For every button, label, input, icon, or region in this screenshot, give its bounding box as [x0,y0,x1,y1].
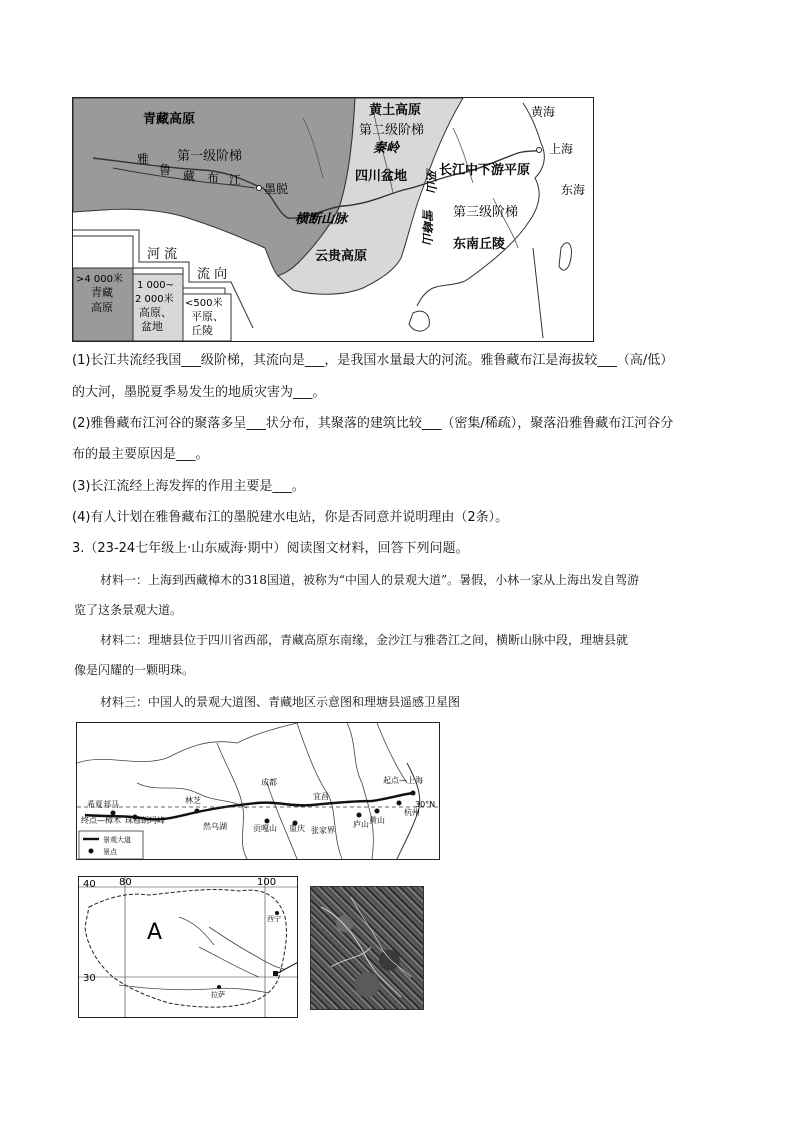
legend-low-alt: <500米 [185,298,223,309]
material-2-line-2: 像是闪耀的一颗明珠。 [74,663,195,677]
label-huangshan: 黄山 [369,816,385,825]
legend-tibet-name-2: 高原 [91,301,113,314]
question-4: (4)有人计划在雅鲁藏布江的墨脱建水电站，你是否同意并说明理由（2条）。 [72,510,509,525]
label-gongga: 贡嘎山 [253,824,277,833]
legend-road: 景观大道 [103,836,131,844]
label-yarlung-1: 雅 [137,152,150,166]
legend-spot: 景点 [103,848,117,856]
label-linzhi: 林芝 [185,796,201,805]
label-start-shanghai: 起点—上海 [383,776,423,785]
legend-low-name-1: 平原、 [191,310,224,323]
litang-satellite-image [310,886,424,1010]
label-chengdu: 成都 [261,778,277,787]
material-3: 材料三：中国人的景观大道图、青藏地区示意图和理塘县遥感卫星图 [100,695,461,709]
label-river-flow-2: 流 向 [197,267,228,282]
label-chongqing: 重庆 [289,824,305,833]
legend-tibet-name-1: 青藏 [91,286,113,299]
label-hengduan: 横断山脉 [295,212,348,227]
material-1-line-2: 览了这条景观大道。 [74,603,183,617]
scenic-road-map [76,722,440,860]
legend-mid-name-1: 高原、 [139,306,172,319]
label-southeast-hills: 东南丘陵 [453,237,506,252]
material-2-line-1: 材料二：理塘县位于四川省西部，青藏高原东南缘，金沙江与雅砻江之间，横断山脉中段，理塘县就 [100,633,629,647]
label-third-step: 第三级阶梯 [453,205,519,220]
label-wushan: 巫山 [424,168,438,193]
label-loess: 黄土高原 [369,103,422,118]
question-1-line-2: 的大河，墨脱夏季易发生的地质灾害为___。 [72,385,326,400]
label-yellow-sea: 黄海 [531,105,556,119]
label-qinling: 秦岭 [373,141,400,156]
question-2-line-2: 布的最主要原因是___。 [72,447,209,462]
label-region-a: A [147,920,163,945]
qinghai-tibet-region-map [78,876,298,1018]
label-lat30-map3: 30 [83,973,96,984]
label-hangzhou: 杭州 [404,808,420,817]
label-yangtze-plain: 长江中下游平原 [439,163,531,178]
legend-low-name-2: 丘陵 [191,324,213,337]
label-yichang: 宜昌 [313,792,329,801]
label-yarlung-5: 江 [229,173,242,187]
label-yarlung-3: 藏 [183,169,196,183]
legend-mid-alt-2: 2 000米 [135,294,174,305]
label-shanghai: 上海 [549,142,574,156]
question-1-line-1: (1)长江共流经我国___级阶梯，其流向是___，是我国水量最大的河流。雅鲁藏布江是海拔较___（高/低） [72,353,674,368]
label-xuefeng: 雪峰山 [420,208,434,245]
label-lon80: 80 [119,877,132,888]
label-yarlung-4: 布 [207,171,220,185]
label-yarlung-2: 鲁 [159,163,172,177]
label-lasa: 拉萨 [211,991,225,999]
label-xining: 西宁 [267,915,281,923]
legend-mid-name-2: 盆地 [141,320,163,333]
scenic-road-map-svg [77,723,439,859]
label-end-zhangmu: 终点—樟木 [81,816,121,825]
legend-tibet-alt: >4 000米 [76,274,124,285]
label-first-step: 第一级阶梯 [177,149,243,164]
label-lat40: 40 [83,879,96,890]
label-ranwu: 然乌湖 [203,822,227,831]
label-east-sea: 东海 [561,183,586,197]
label-medog: 墨脱 [264,182,289,196]
label-qinghai-tibet: 青藏高原 [143,112,196,127]
label-zhumulangma: 珠穆朗玛峰 [125,816,165,825]
label-zhangjiajie: 张家界 [311,826,335,835]
label-river-flow-1: 河 流 [147,247,178,262]
material-1-line-1: 材料一：上海到西藏樟木的318国道，被称为“中国人的景观大道”。暑假，小林一家从上海出发自驾游 [100,573,640,587]
satellite-overlay-svg [311,887,423,1009]
label-lon100: 100 [257,877,277,888]
label-yungui: 云贵高原 [315,249,368,264]
question-3: (3)长江流经上海发挥的作用主要是___。 [72,479,305,494]
legend-mid-alt-1: 1 000~ [137,280,175,291]
label-lat30: 30°N [415,800,436,809]
terrain-steps-map-svg [73,98,593,341]
qinghai-tibet-region-map-svg [79,877,297,1017]
terrain-steps-map [72,97,594,342]
label-sichuan: 四川盆地 [355,169,408,184]
label-xixiabangma: 希夏邦马 [87,800,119,809]
problem-3-heading: 3.（23-24七年级上·山东威海·期中）阅读图文材料，回答下列问题。 [72,541,469,556]
label-second-step: 第二级阶梯 [359,123,425,138]
question-2-line-1: (2)雅鲁藏布江河谷的聚落多呈___状分布，其聚落的建筑比较___（密集/稀疏），聚落沿雅鲁藏布江河谷分 [72,416,674,431]
label-lushan: 庐山 [353,820,369,829]
